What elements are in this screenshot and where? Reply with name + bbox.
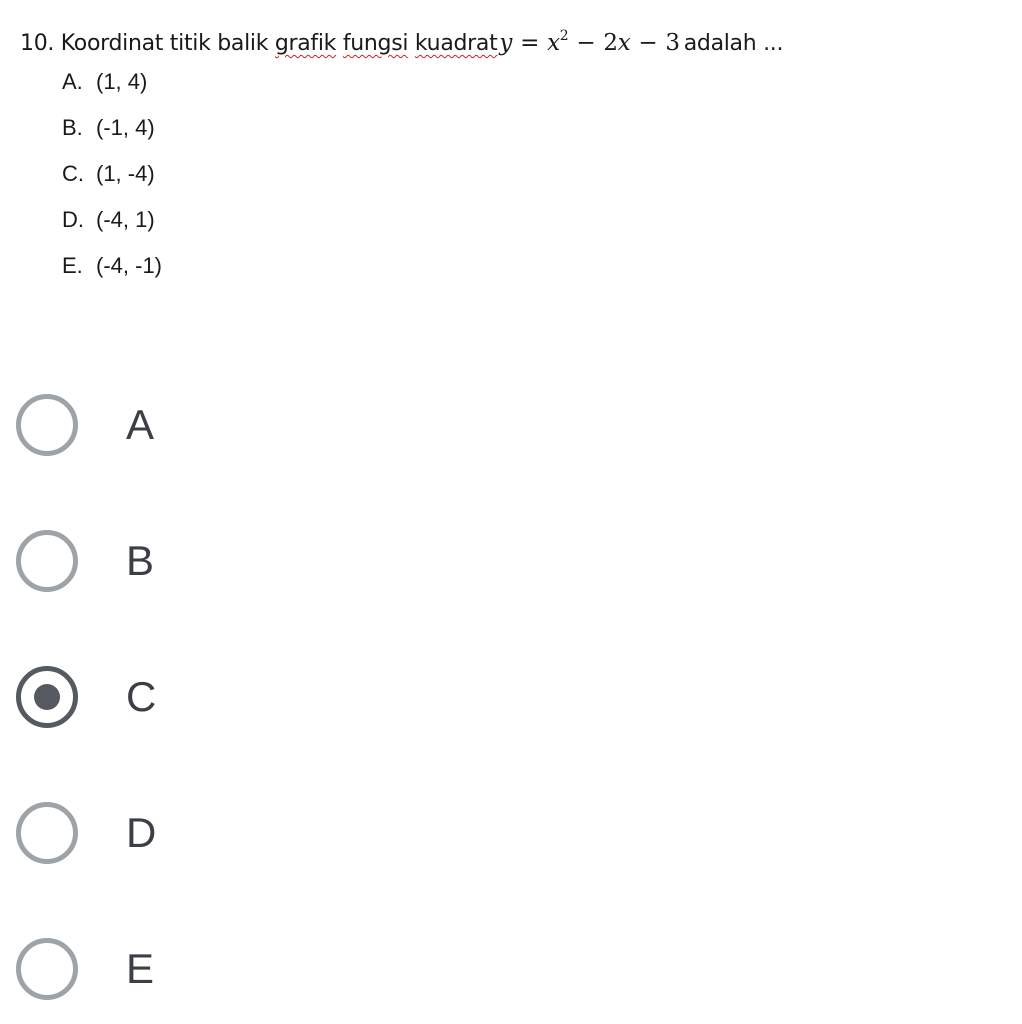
choice-b (62, 108, 162, 154)
math-minus-2: − (638, 30, 658, 56)
choice-text: (1, 4) (96, 69, 148, 94)
radio-button[interactable] (16, 530, 78, 592)
math-exponent: 2 (559, 28, 569, 44)
spellcheck-word-grafik: grafik (274, 31, 337, 56)
radio-button[interactable] (16, 802, 78, 864)
radio-label: D (126, 809, 157, 856)
choice-text: (-4, -1) (96, 253, 162, 278)
equation (499, 30, 679, 56)
spellcheck-word-fungsi: fungsi (342, 31, 409, 56)
radio-label: C (126, 673, 157, 720)
radio-label: E (126, 945, 155, 992)
choice-e (62, 246, 162, 292)
radio-option-e[interactable] (16, 938, 416, 1010)
math-minus: − (576, 30, 596, 56)
math-x-linear: x (617, 30, 631, 56)
answer-choices-list (62, 62, 162, 292)
math-x: x (547, 30, 560, 56)
choice-a (62, 62, 162, 108)
choice-text: (-1, 4) (96, 115, 155, 140)
radio-button[interactable] (16, 394, 78, 456)
choice-d (62, 200, 162, 246)
math-coefficient: 2 (603, 30, 618, 56)
choice-text: (1, -4) (96, 161, 155, 186)
radio-option-a[interactable] (16, 394, 416, 466)
choice-letter: B. (62, 115, 83, 140)
radio-button-selected[interactable] (16, 666, 78, 728)
choice-letter: C. (62, 161, 84, 186)
radio-option-d[interactable] (16, 802, 416, 874)
radio-option-c[interactable] (16, 666, 416, 738)
choice-text: (-4, 1) (96, 207, 155, 232)
math-constant: 3 (665, 30, 680, 56)
radio-option-b[interactable] (16, 530, 416, 602)
radio-label: B (126, 537, 155, 584)
question-text (20, 18, 1010, 58)
choice-c (62, 154, 162, 200)
choice-letter: D. (62, 207, 84, 232)
choice-letter: E. (62, 253, 83, 278)
radio-selected-dot-icon (34, 684, 60, 710)
question-block (20, 18, 1010, 58)
math-equals: = (520, 30, 540, 56)
question-suffix: adalah ... (683, 31, 784, 56)
radio-button[interactable] (16, 938, 78, 1000)
question-prefix: 10. Koordinat titik balik (20, 31, 275, 56)
radio-label: A (126, 401, 155, 448)
spellcheck-word-kuadrat: kuadrat (414, 31, 498, 56)
choice-letter: A. (62, 69, 83, 94)
math-y: y (499, 30, 513, 56)
